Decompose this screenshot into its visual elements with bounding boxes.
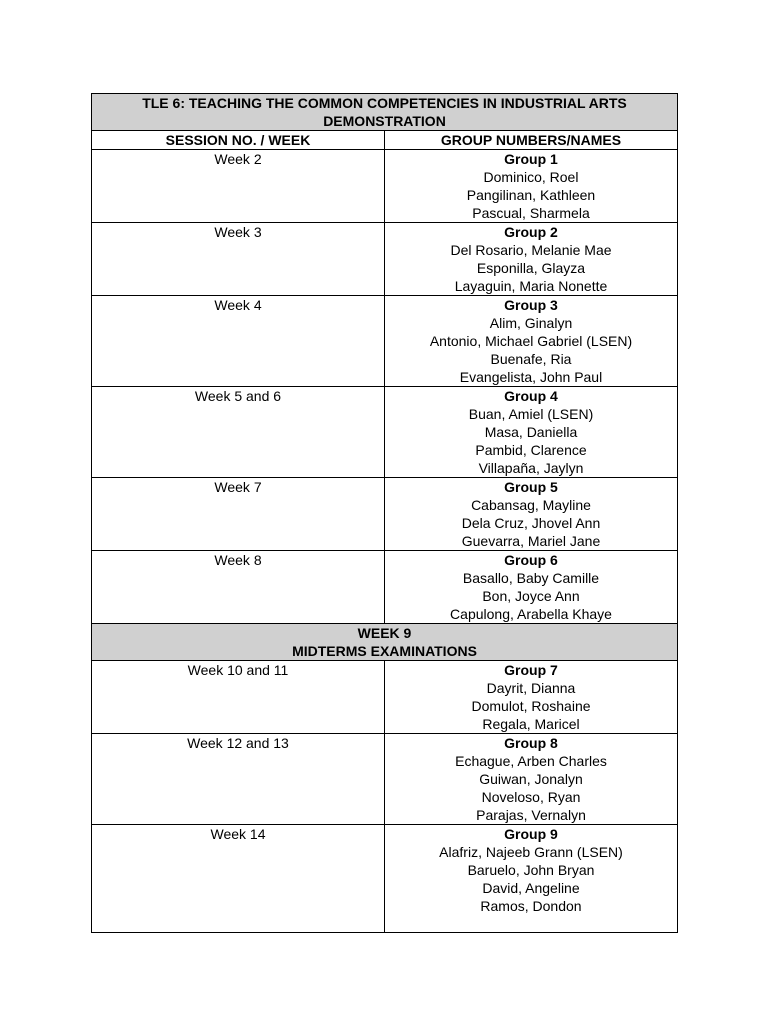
table-row <box>92 223 678 296</box>
midterm-cell <box>92 624 678 661</box>
table-row <box>92 387 678 478</box>
group-cell <box>385 825 678 933</box>
member-name: Villapaña, Jaylyn <box>478 460 584 476</box>
week-cell: Week 7 <box>92 478 385 551</box>
group-label: Group 7 <box>504 662 558 678</box>
member-name: Capulong, Arabella Khaye <box>450 606 612 622</box>
title-cell <box>92 94 678 131</box>
group-cell <box>385 661 678 734</box>
header-groups: GROUP NUMBERS/NAMES <box>385 131 678 150</box>
member-name: Buan, Amiel (LSEN) <box>468 406 594 422</box>
member-name: Guiwan, Jonalyn <box>479 771 583 787</box>
member-name: Evangelista, John Paul <box>459 369 603 385</box>
week-cell: Week 8 <box>92 551 385 624</box>
header-session: SESSION NO. / WEEK <box>92 131 385 150</box>
member-name: Parajas, Vernalyn <box>476 807 586 823</box>
member-name: Domulot, Roshaine <box>471 698 591 714</box>
title-row <box>92 94 678 131</box>
member-name: Cabansag, Mayline <box>471 497 591 513</box>
member-name: Alim, Ginalyn <box>489 315 573 331</box>
member-name: Pangilinan, Kathleen <box>466 187 596 203</box>
group-cell <box>385 478 678 551</box>
week-cell: Week 14 <box>92 825 385 933</box>
member-name: Pascual, Sharmela <box>472 205 590 221</box>
midterm-week: WEEK 9 <box>357 625 412 641</box>
schedule-body <box>92 94 678 933</box>
midterm-row <box>92 624 678 661</box>
group-label: Group 4 <box>504 388 558 404</box>
group-cell <box>385 387 678 478</box>
member-name: David, Angeline <box>482 880 580 896</box>
table-row <box>92 551 678 624</box>
table-row <box>92 825 678 933</box>
table-row <box>92 478 678 551</box>
member-name: Baruelo, John Bryan <box>467 862 595 878</box>
group-label: Group 1 <box>504 151 558 167</box>
group-cell <box>385 150 678 223</box>
group-label: Group 6 <box>504 552 558 568</box>
member-name: Dayrit, Dianna <box>486 680 576 696</box>
week-cell: Week 5 and 6 <box>92 387 385 478</box>
week-cell: Week 10 and 11 <box>92 661 385 734</box>
title-line-1: TLE 6: TEACHING THE COMMON COMPETENCIES IN INDUSTRIAL ARTS <box>142 95 627 111</box>
midterm-label: MIDTERMS EXAMINATIONS <box>292 643 477 659</box>
member-name: Ramos, Dondon <box>480 898 582 914</box>
member-name: Esponilla, Glayza <box>476 260 586 276</box>
group-label: Group 2 <box>504 224 558 240</box>
member-name: Layaguin, Maria Nonette <box>454 278 608 294</box>
schedule-table <box>91 93 678 933</box>
member-name: Guevarra, Mariel Jane <box>461 533 601 549</box>
group-label: Group 3 <box>504 297 558 313</box>
title-line-2: DEMONSTRATION <box>323 113 446 129</box>
table-row <box>92 150 678 223</box>
member-name: Regala, Maricel <box>482 716 580 732</box>
group-label: Group 8 <box>504 735 558 751</box>
group-cell <box>385 223 678 296</box>
group-label: Group 9 <box>504 826 558 842</box>
member-name: Pambid, Clarence <box>475 442 587 458</box>
group-cell <box>385 296 678 387</box>
group-label: Group 5 <box>504 479 558 495</box>
week-cell: Week 4 <box>92 296 385 387</box>
week-cell: Week 2 <box>92 150 385 223</box>
member-name: Echague, Arben Charles <box>455 753 607 769</box>
member-name: Noveloso, Ryan <box>481 789 581 805</box>
member-name: Basallo, Baby Camille <box>462 570 600 586</box>
table-row <box>92 296 678 387</box>
member-name: Del Rosario, Melanie Mae <box>450 242 612 258</box>
group-cell <box>385 551 678 624</box>
member-name: Alafriz, Najeeb Grann (LSEN) <box>439 844 623 860</box>
week-cell: Week 3 <box>92 223 385 296</box>
member-name: Dela Cruz, Jhovel Ann <box>461 515 601 531</box>
week-cell: Week 12 and 13 <box>92 734 385 825</box>
member-name: Dominico, Roel <box>483 169 579 185</box>
header-row <box>92 131 678 150</box>
member-name: Buenafe, Ria <box>490 351 572 367</box>
group-cell <box>385 734 678 825</box>
member-name: Bon, Joyce Ann <box>482 588 580 604</box>
table-row <box>92 661 678 734</box>
member-name: Masa, Daniella <box>484 424 578 440</box>
member-name: Antonio, Michael Gabriel (LSEN) <box>429 333 633 349</box>
table-row <box>92 734 678 825</box>
